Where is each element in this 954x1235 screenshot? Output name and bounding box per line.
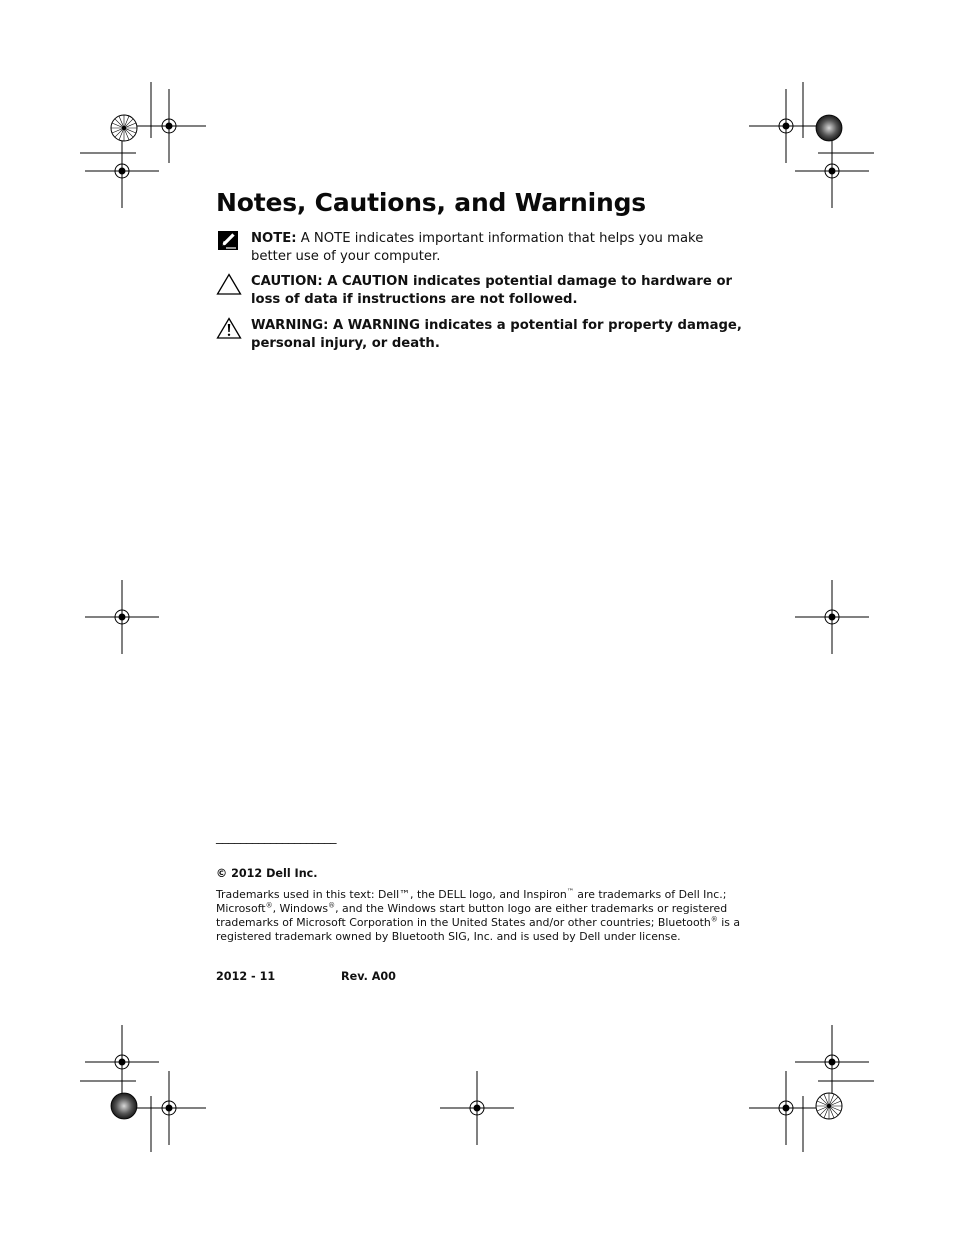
tm-symbol: ™ xyxy=(566,887,574,896)
trademarks-text-4: , and the Windows start button logo are either trademarks or registered trademarks of Microsoft Corporation in the United States and/or other countries; Bluetooth xyxy=(216,902,728,929)
publication-date: 2012 - 11 xyxy=(216,970,276,983)
trademarks-text-5: is a registered trademark owned by Bluetooth SIG, Inc. and is used by Dell under license. xyxy=(216,916,741,943)
registered-symbol: ® xyxy=(328,901,336,910)
footer-rule: ____________________ xyxy=(216,830,336,845)
page-title: Notes, Cautions, and Warnings xyxy=(216,188,646,217)
copyright-line: © 2012 Dell Inc. xyxy=(216,867,318,880)
caution-label: CAUTION: xyxy=(251,274,323,289)
pencil-note-icon xyxy=(216,230,242,252)
trademarks-text-1: Trademarks used in this text: Dell™, the DELL logo, and Inspiron xyxy=(216,888,567,901)
caution-text: A CAUTION indicates potential damage to hardware or loss of data if instructions are not followed. xyxy=(251,274,733,307)
trademarks-text-3: , Windows xyxy=(272,902,329,915)
registered-symbol: ® xyxy=(265,901,273,910)
warning-triangle-icon xyxy=(216,317,242,339)
warning-notice xyxy=(216,317,746,352)
warning-text: A WARNING indicates a potential for property damage, personal injury, or death. xyxy=(251,318,742,351)
note-label: NOTE: xyxy=(251,231,297,246)
note-text: A NOTE indicates important information that helps you make better use of your computer. xyxy=(251,231,704,264)
registered-symbol: ® xyxy=(710,915,718,924)
trademarks-text-2: are trademarks of Dell Inc.; Microsoft xyxy=(216,888,727,915)
caution-triangle-icon xyxy=(216,273,242,295)
revision-number: Rev. A00 xyxy=(341,970,396,983)
trademarks-paragraph xyxy=(216,888,741,944)
note-notice xyxy=(216,230,746,265)
warning-label: WARNING: xyxy=(251,318,329,333)
caution-notice xyxy=(216,273,746,308)
